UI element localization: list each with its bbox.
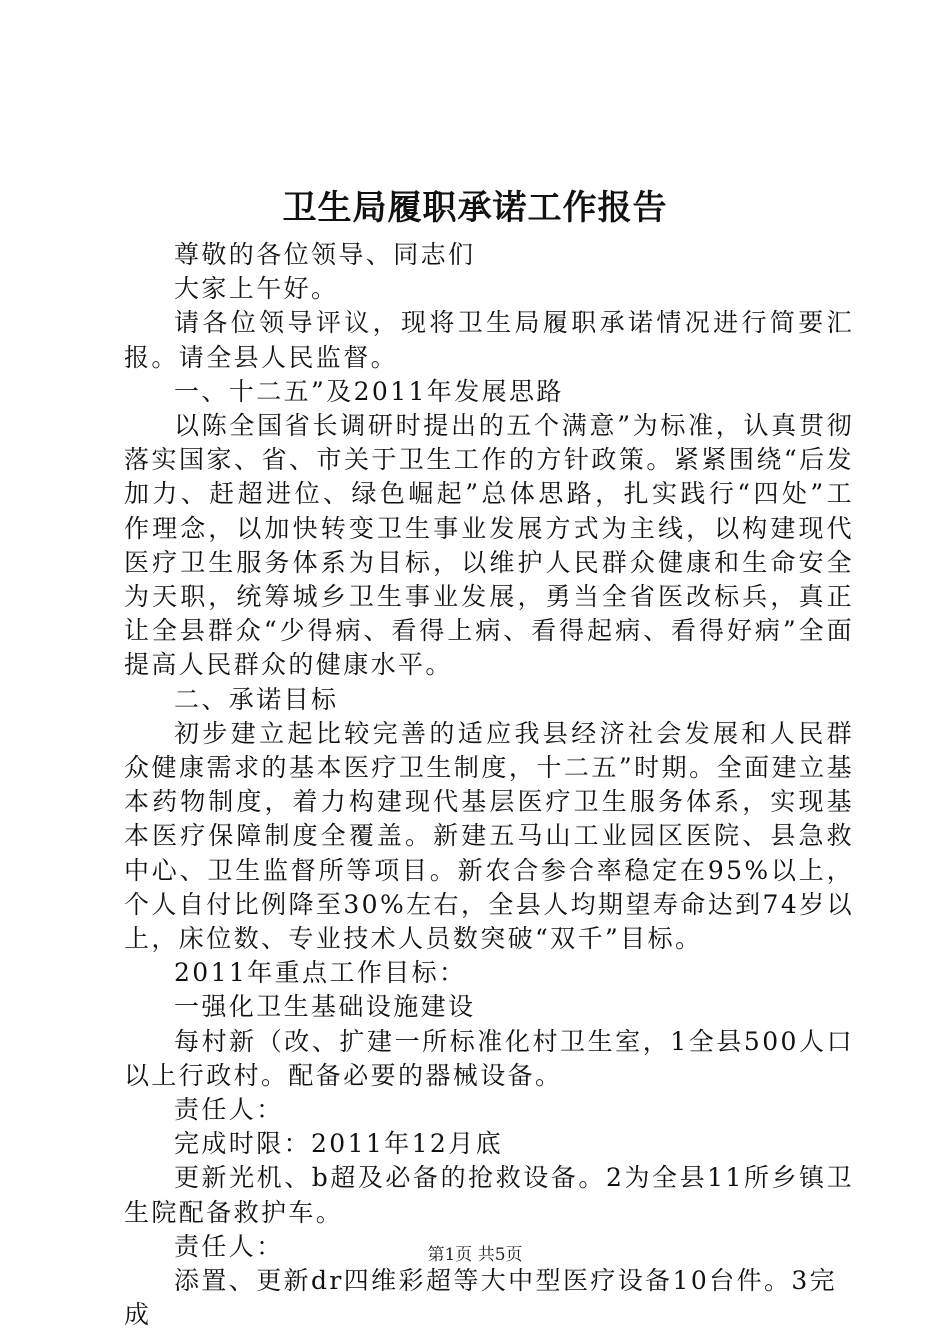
paragraph-equipment: 更新光机、b超及必备的抢救设备。2为全县11所乡镇卫生院配备救护车。 (124, 1163, 854, 1227)
paragraph-deadline: 完成时限：2011年12月底 (174, 1129, 504, 1159)
document-title: 卫生局履职承诺工作报告 (282, 188, 668, 228)
paragraph-2011-goals-heading: 2011年重点工作目标： (174, 958, 467, 988)
paragraph-development: 以陈全国省长调研时提出的五个满意”为标准，认真贯彻落实国家、省、市关于卫生工作的方针政策。紧紧围绕“后发加力、赶超进位、绿色崛起”总体思路，扎实践行“四处”工作理念，以加快转变卫生事业发展方式为主线，以构建现代医疗卫生服务体系为目标，以维护人民群众健康和生命安全为天职，统筹城乡卫生事业发展，勇当全省医改标兵，真正让全县群众“少得病、看得上病、看得起病、看得好病”全面提高人民群众的健康水平。 (124, 411, 854, 680)
paragraph-large-equipment: 添置、更新dr四维彩超等大中型医疗设备10台件。3完成 (124, 1266, 838, 1330)
paragraph-responsible-2: 责任人： (174, 1231, 284, 1261)
paragraph-goals: 初步建立起比较完善的适应我县经济社会发展和人民群众健康需求的基本医疗卫生制度，十二五”时期。全面建立基本药物制度，着力构建现代基层医疗卫生服务体系，实现基本医疗保障制度全覆盖。新建五马山工业园区医院、县急救中心、卫生监督所等项目。新农合参合率稳定在95%以上，个人自付比例降至30%左右，全县人均期望寿命达到74岁以上，床位数、专业技术人员数突破“双千”目标。 (124, 718, 854, 954)
paragraph-greeting: 大家上午好。 (174, 274, 339, 304)
page-footer: 第1页 共5页 (427, 1245, 523, 1265)
paragraph-salutation: 尊敬的各位领导、同志们 (174, 240, 476, 269)
section-heading-1: 一、十二五”及2011年发展思路 (174, 376, 564, 406)
paragraph-village-clinics: 每村新（改、扩建一所标准化村卫生室，1全县500人口以上行政村。配备必要的器械设备。 (124, 1026, 854, 1090)
document-body (124, 238, 854, 1333)
section-heading-2: 二、承诺目标 (174, 684, 339, 714)
paragraph-intro: 请各位领导评议，现将卫生局履职承诺情况进行简要汇报。请全县人民监督。 (124, 308, 854, 372)
paragraph-responsible-1: 责任人： (174, 1095, 284, 1125)
subsection-heading-infrastructure: 一强化卫生基础设施建设 (174, 992, 476, 1022)
